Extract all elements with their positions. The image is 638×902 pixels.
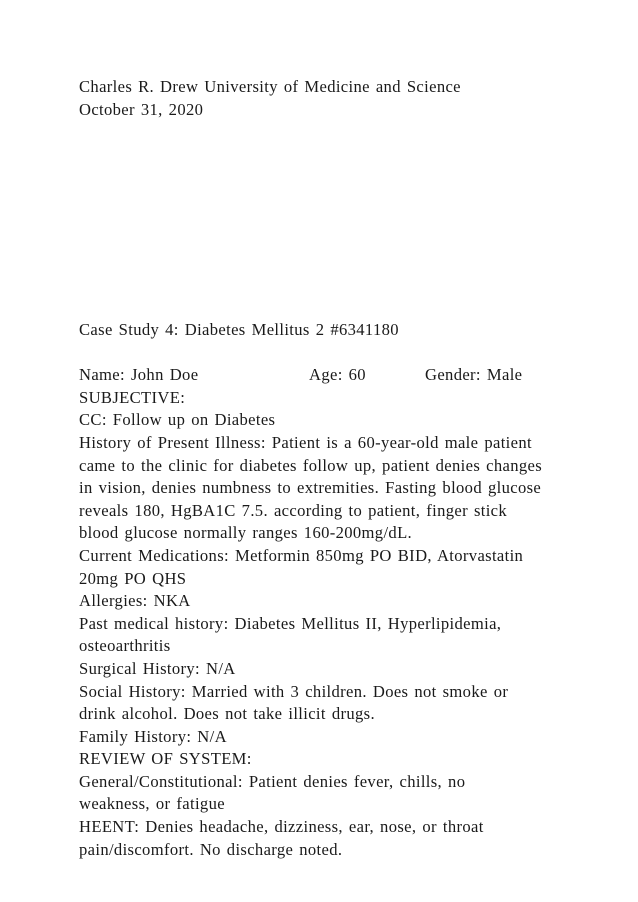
- patient-gender: Gender: Male: [425, 365, 523, 385]
- social-history-line: Social History: Married with 3 children. Does not smoke or: [79, 681, 509, 701]
- section-heading-review-of-system: REVIEW OF SYSTEM:: [79, 749, 252, 769]
- chief-complaint: CC: Follow up on Diabetes: [79, 410, 276, 430]
- patient-age: Age: 60: [309, 365, 366, 385]
- hpi-line: reveals 180, HgBA1C 7.5. according to patient, finger stick: [79, 500, 508, 520]
- surgical-history-line: Surgical History: N/A: [79, 658, 236, 678]
- institution-name: Charles R. Drew University of Medicine and Science: [79, 77, 461, 96]
- past-medical-history-line: Past medical history: Diabetes Mellitus II, Hyperlipidemia,: [79, 613, 502, 633]
- social-history-line: drink alcohol. Does not take illicit drugs.: [79, 704, 375, 724]
- section-heading-subjective: SUBJECTIVE:: [79, 387, 186, 407]
- general-constitutional-line: General/Constitutional: Patient denies fever, chills, no: [79, 771, 466, 791]
- hpi-line: came to the clinic for diabetes follow up, patient denies changes: [79, 455, 543, 475]
- medications-line: Current Medications: Metformin 850mg PO BID, Atorvastatin: [79, 545, 524, 565]
- allergies-line: Allergies: NKA: [79, 591, 191, 611]
- case-title: Case Study 4: Diabetes Mellitus 2 #6341180: [79, 320, 399, 339]
- document-header: [79, 76, 461, 121]
- general-constitutional-line: weakness, or fatigue: [79, 794, 225, 814]
- medications-line: 20mg PO QHS: [79, 568, 187, 588]
- document-date: October 31, 2020: [79, 99, 204, 119]
- hpi-line: blood glucose normally ranges 160-200mg/dL.: [79, 523, 413, 543]
- heent-line: pain/discomfort. No discharge noted.: [79, 839, 343, 859]
- patient-name: Name: John Doe: [79, 365, 199, 385]
- patient-demographics-row: [79, 364, 542, 387]
- blank-line: [79, 342, 542, 365]
- hpi-line: in vision, denies numbness to extremities. Fasting blood glucose: [79, 478, 542, 498]
- past-medical-history-line: osteoarthritis: [79, 636, 171, 656]
- heent-line: HEENT: Denies headache, dizziness, ear, nose, or throat: [79, 817, 484, 837]
- hpi-line: History of Present Illness: Patient is a 60-year-old male patient: [79, 432, 532, 452]
- case-study-content: [79, 319, 542, 861]
- family-history-line: Family History: N/A: [79, 726, 227, 746]
